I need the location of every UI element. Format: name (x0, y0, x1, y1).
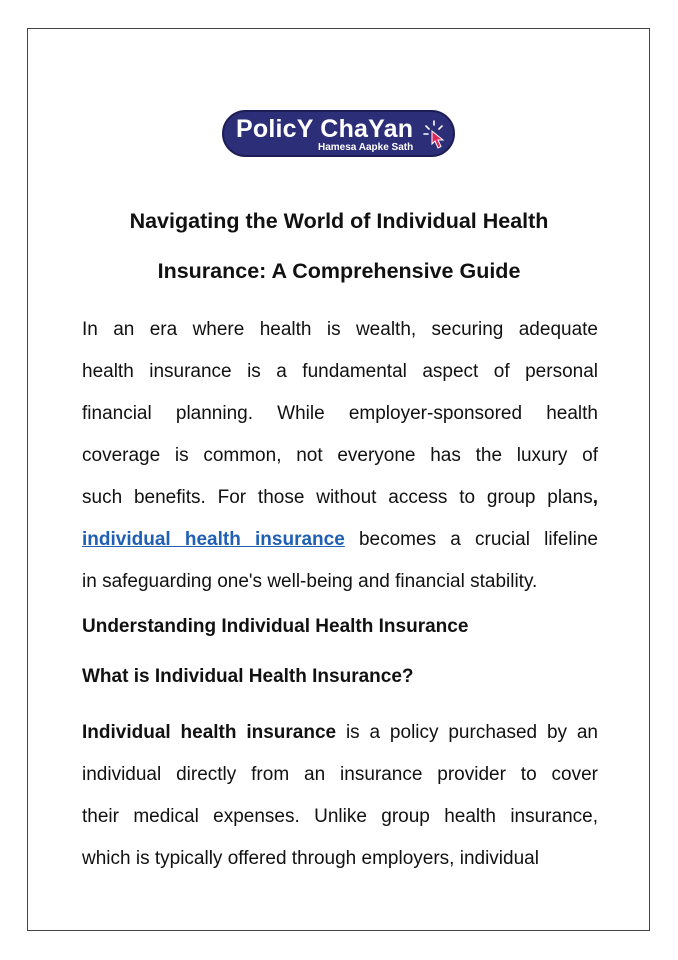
definition-text: is a policy purchased by an (336, 722, 598, 743)
definition-line: their medical expenses. Unlike group health insurance, (82, 806, 598, 827)
title-line-1: Navigating the World of Individual Health (129, 209, 549, 233)
intro-line (82, 519, 598, 561)
sub-heading: What is Individual Health Insurance? (82, 666, 414, 687)
intro-line: In an era where health is wealth, securing adequate (82, 319, 598, 340)
pointer-click-icon (422, 118, 452, 152)
section-heading: Understanding Individual Health Insurance (82, 616, 469, 637)
intro-line: coverage is common, not everyone has the luxury of (82, 445, 598, 466)
intro-line: financial planning. While employer-sponsored health (82, 403, 598, 424)
logo-tagline: Hamesa Aapke Sath (318, 142, 414, 153)
bold-term: Individual health insurance (82, 722, 337, 743)
definition-line: which is typically offered through employers, individual (82, 848, 539, 869)
intro-line: in safeguarding one's well-being and financial stability. (82, 571, 538, 592)
definition-paragraph (82, 712, 598, 880)
title-line-2: Insurance: A Comprehensive Guide (157, 259, 521, 283)
definition-line: individual directly from an insurance provider to cover (82, 764, 598, 785)
intro-text: such benefits. For those without access to group plans (82, 487, 593, 508)
intro-line (82, 477, 598, 519)
individual-health-insurance-link[interactable]: individual health insurance (82, 529, 345, 550)
logo-name: PolicY ChaYan (236, 115, 414, 143)
intro-comma: , (592, 487, 598, 508)
intro-paragraph (82, 309, 598, 603)
intro-line: health insurance is a fundamental aspect of personal (82, 361, 598, 382)
page-title (82, 196, 596, 296)
policychayan-logo[interactable] (222, 110, 455, 157)
definition-line (82, 712, 598, 754)
intro-text: becomes a crucial lifeline (344, 529, 598, 550)
